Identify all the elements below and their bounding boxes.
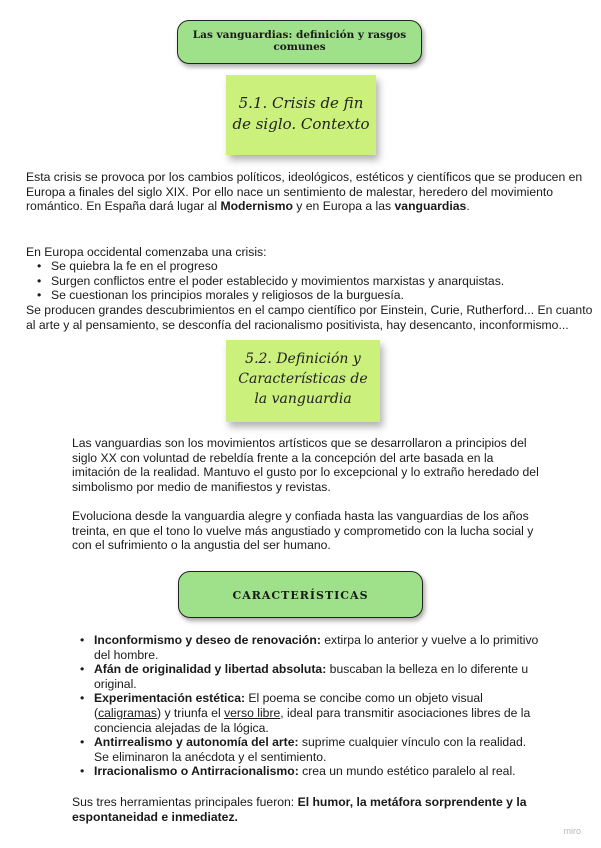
term-caligramas: caligramas: [98, 705, 157, 720]
sticky-note-definicion: [226, 340, 380, 422]
sticky-note-line: de siglo. Contexto: [232, 115, 370, 133]
features-list: [80, 633, 540, 779]
list-item: • Afán de originalidad y libertad absoluta: buscaban la belleza en lo diferente u original.: [80, 662, 540, 691]
term-modernismo: Modernismo: [220, 199, 293, 214]
list-item: • Experimentación estética: El poema se concibe como un objeto visual (caligramas) y triunfa el verso libre, ideal para transmitir asociaciones libres de la conciencia alejadas de la lógica.: [80, 691, 540, 735]
sticky-note-line: Características de: [238, 371, 368, 387]
list-item: • Irracionalismo o Antirracionalismo: crea un mundo estético paralelo al real.: [80, 764, 540, 779]
term-verso-libre: verso libre: [224, 705, 281, 720]
caracteristicas-header: [178, 571, 423, 618]
list-item: • Surgen conflictos entre el poder establecido y movimientos marxistas y anarquistas.: [34, 274, 504, 289]
sticky-note-line: la vanguardia: [254, 391, 352, 407]
caracteristicas-title: CARACTERÍSTICAS: [232, 589, 369, 602]
section-header-title: Las vanguardias: definición y rasgos comunes: [192, 29, 407, 53]
crisis-list: [34, 259, 504, 303]
paragraph-herramientas: Sus tres herramientas principales fueron: El humor, la metáfora sorprendente y la espontaneidad e inmediatez.: [72, 795, 527, 824]
paragraph-europa: En Europa occidental comenzaba una crisis:: [26, 245, 267, 259]
section-header: [177, 20, 422, 64]
list-item: • Se cuestionan los principios morales y religiosos de la burguesía.: [34, 288, 504, 303]
watermark: miro: [563, 826, 581, 836]
paragraph-definicion: Las vanguardias son los movimientos artísticos que se desarrollaron a principios del siglo XX con voluntad de rebeldía frente a la concepción del arte basada en la imitación de la realidad. Mantuvo el gusto por lo excepcional y lo extraño heredado del simbolismo por medio de manifiestos y revistas.: [72, 436, 539, 494]
list-item: • Inconformismo y deseo de renovación: extirpa lo anterior y vuelve a lo primitivo del hombre.: [80, 633, 540, 662]
sticky-note-line: 5.2. Definición y: [245, 351, 361, 367]
paragraph-crisis: Esta crisis se provoca por los cambios políticos, ideológicos, estéticos y científicos que se producen en Europa a finales del siglo XIX. Por ello nace un sentimiento de malestar, heredero del movimiento romántico. En España dará lugar al Modernismo y en Europa a las vanguardias.: [26, 170, 583, 214]
paragraph-evolucion: Evoluciona desde la vanguardia alegre y confiada hasta las vanguardias de los años treinta, en que el tono lo vuelve más angustiado y comprometido con la lucha social y con el sufrimiento o la angustia del ser humano.: [72, 509, 534, 553]
sticky-note-line: 5.1. Crisis de fin: [238, 94, 364, 112]
term-vanguardias: vanguardias: [394, 199, 467, 214]
sticky-note-crisis: [226, 75, 376, 155]
list-item: • Se quiebra la fe en el progreso: [34, 259, 504, 274]
paragraph-descubrimientos: Se producen grandes descubrimientos en el campo científico por Einstein, Curie, Rutherford... En cuanto al arte y al pensamiento, se desconfía del racionalismo positivista, hay desencanto, inconformismo...: [26, 303, 593, 332]
list-item: • Antirrealismo y autonomía del arte: suprime cualquier vínculo con la realidad. Se eliminaron la anécdota y el sentimiento.: [80, 735, 540, 764]
